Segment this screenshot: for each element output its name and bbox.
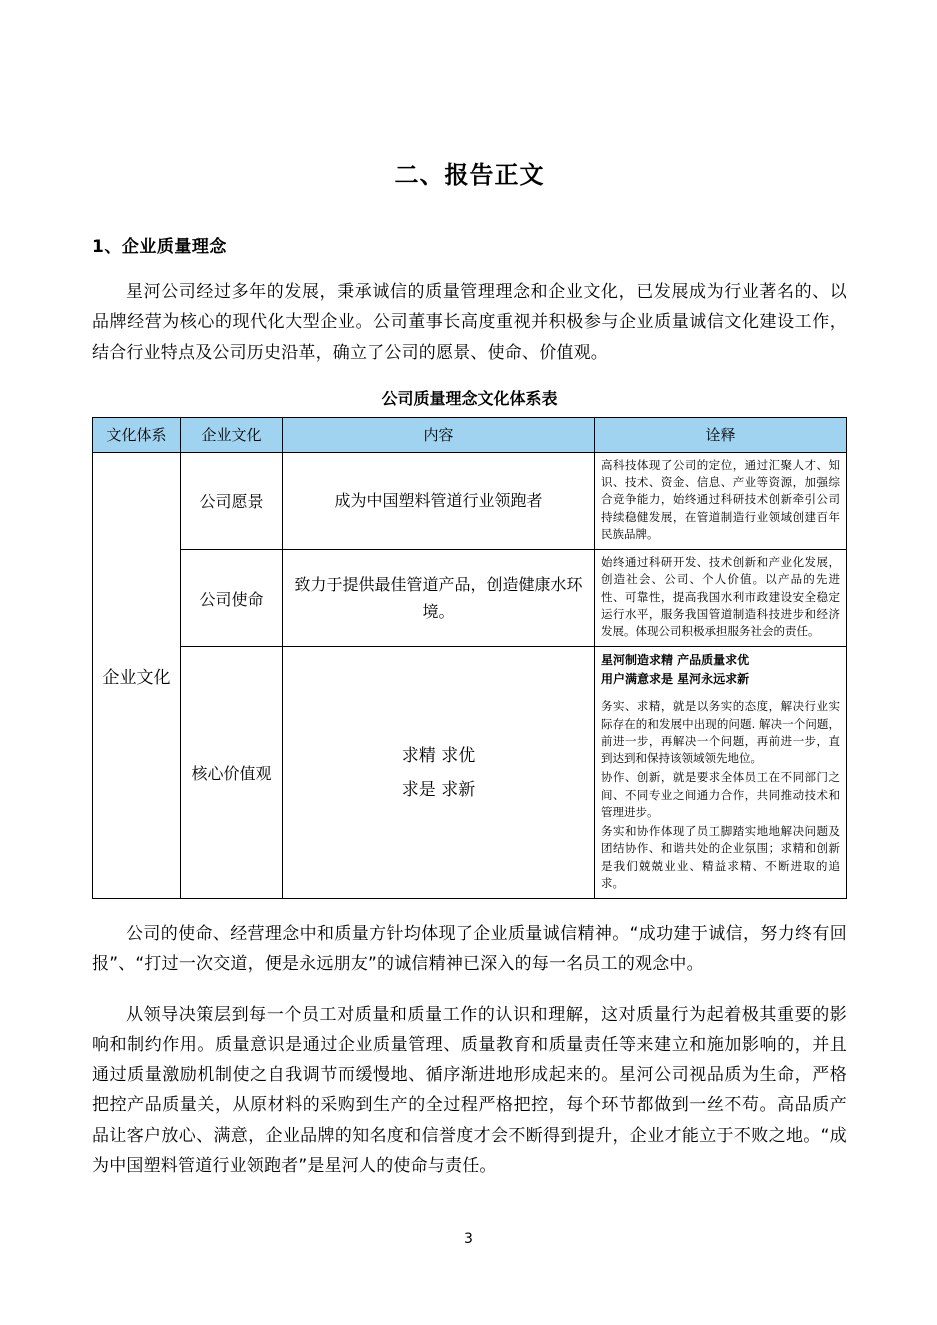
- intro-paragraph: 星河公司经过多年的发展，秉承诚信的质量管理理念和企业文化，已发展成为行业著名的、以品牌经营为核心的现代化大型企业。公司董事长高度重视并积极参与企业质量诚信文化建设工作，结合行业特点及公司历史沿革，确立了公司的愿景、使命、价值观。: [92, 282, 847, 363]
- table-row: [93, 452, 847, 549]
- culture-item-name: 公司愿景: [181, 452, 283, 549]
- culture-system-label: 企业文化: [93, 452, 181, 898]
- body-paragraph-2: 公司的使命、经营理念中和质量方针均体现了企业质量诚信精神。“成功建于诚信，努力终有回报”、“打过一次交道，便是永远朋友”的诚信精神已深入的每一名员工的观念中。: [92, 924, 847, 975]
- table-header-cell: 文化体系: [93, 417, 181, 452]
- culture-item-content: 成为中国塑料管道行业领跑者: [283, 452, 595, 549]
- page-content: [92, 0, 847, 1181]
- culture-item-content: 求精 求优 求是 求新: [283, 647, 595, 899]
- table-row: [93, 647, 847, 899]
- culture-system-table: [92, 417, 847, 899]
- culture-item-name: 公司使命: [181, 550, 283, 647]
- note-paragraph: 协作、创新，就是要求全体员工在不同部门之间、不同专业之间通力合作，共同推动技术和管理进步。: [601, 770, 840, 819]
- page-number: 3: [464, 1231, 473, 1247]
- table-caption: 公司质量理念文化体系表: [381, 388, 558, 408]
- culture-item-content: 致力于提供最佳管道产品，创造健康水环境。: [283, 550, 595, 647]
- page-title: 二、报告正文: [394, 161, 545, 189]
- table-row: [93, 550, 847, 647]
- culture-item-name: 核心价值观: [181, 647, 283, 899]
- note-slogan: 星河制造求精 产品质量求优 用户满意求是 星河永远求新: [601, 653, 750, 686]
- table-header-cell: 内容: [283, 417, 595, 452]
- culture-item-note: [595, 647, 847, 899]
- culture-item-note: [595, 550, 847, 647]
- note-paragraph: 务实和协作体现了员工脚踏实地地解决问题及团结协作、和谐共处的企业氛围；求精和创新是我们兢兢业业、精益求精、不断进取的追求。: [601, 824, 840, 890]
- body-paragraph-3: 从领导决策层到每一个员工对质量和质量工作的认识和理解，这对质量行为起着极其重要的影响和制约作用。质量意识是通过企业质量管理、质量教育和质量责任等来建立和施加影响的，并且通过质量激励机制使之自我调节而缓慢地、循序渐进地形成起来的。星河公司视品质为生命，严格把控产品质量关，从原材料的采购到生产的全过程严格把控，每个环节都做到一丝不苟。高品质产品让客户放心、满意，企业品牌的知名度和信誉度才会不断得到提升，企业才能立于不败之地。“成为中国塑料管道行业领跑者”是星河人的使命与责任。: [92, 1004, 847, 1176]
- note-paragraph: 始终通过科研开发、技术创新和产业化发展，创造社会、公司、个人价值。以产品的先进性、可靠性，提高我国水利市政建设安全稳定运行水平，服务我国管道制造科技进步和经济发展。体现公司积极承担服务社会的责任。: [601, 555, 840, 638]
- table-header-row: [93, 417, 847, 452]
- table-body: [93, 452, 847, 898]
- table-header-cell: 企业文化: [181, 417, 283, 452]
- note-paragraph: 高科技体现了公司的定位，通过汇聚人才、知识、技术、资金、信息、产业等资源，加强综合竞争能力，始终通过科研技术创新牵引公司持续稳健发展，在管道制造行业领域创建百年民族品牌。: [601, 457, 840, 541]
- note-paragraph: 务实、求精，就是以务实的态度，解决行业实际存在的和发展中出现的问题. 解决一个问题，前进一步，再解决一个问题，再前进一步，直到达到和保持该领域领先地位。: [601, 699, 840, 766]
- culture-item-note: [595, 452, 847, 549]
- table-head: [93, 417, 847, 452]
- section-heading: 1、企业质量理念: [92, 237, 227, 257]
- table-header-cell: 诠释: [595, 417, 847, 452]
